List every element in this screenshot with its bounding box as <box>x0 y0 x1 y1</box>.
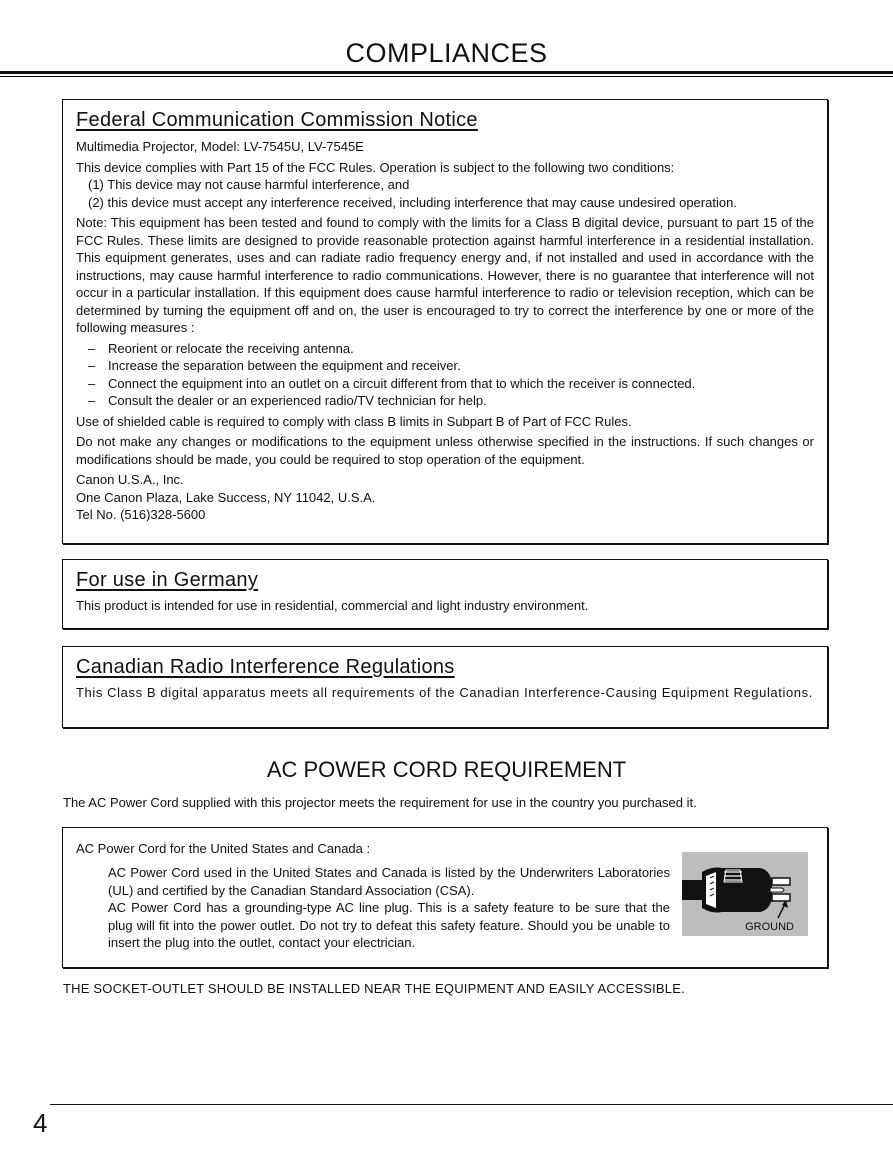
fcc-note: Note: This equipment has been tested and found to comply with the limits for a Class B digital device, pursuant to part 15 of the FCC Rules. These limits are designed to provide reasonable protection against harmful interference in a residential installation. This equipment generates, uses and can radiate radio frequency energy and, if not installed and used in accordance with the instructions, may cause harmful interference to radio communications. However, there is no guarantee that interference will not occur in a particular installation. If this equipment does cause harmful interference to radio or television reception, which can be determined by turning the equipment off and on, the user is encouraged to try to correct the interference by one or more of the following measures : <box>76 215 814 335</box>
fcc-condition-1: (1) This device may not cause harmful interference, and <box>88 177 410 192</box>
canada-text: This Class B digital apparatus meets all requirements of the Canadian Interference-Causing Equipment Regulations. <box>76 685 813 700</box>
ground-label: GROUND <box>745 921 794 933</box>
ac-section-intro: The AC Power Cord supplied with this projector meets the requirement for use in the country you purchased it. <box>63 795 697 810</box>
fcc-complies: This device complies with Part 15 of the FCC Rules. Operation is subject to the following two conditions: <box>76 159 675 175</box>
list-item: – Increase the separation between the equipment and receiver. <box>76 357 814 375</box>
fcc-model: Multimedia Projector, Model: LV-7545U, LV-7545E <box>76 139 364 154</box>
grounding-plug-icon <box>682 852 808 936</box>
fcc-heading: Federal Communication Commission Notice <box>76 109 478 131</box>
canada-box <box>62 646 828 728</box>
fcc-tel: Tel No. (516)328-5600 <box>76 507 206 522</box>
germany-heading: For use in Germany <box>76 569 259 591</box>
ac-cord-para-2: AC Power Cord has a grounding-type AC line plug. This is a safety feature to be sure that the plug will fit into the power outlet. Do not try to defeat this safety feature. Should you be unable to insert the plug into the outlet, contact your electrician. <box>108 900 670 950</box>
fcc-notice-box <box>62 99 828 544</box>
list-item: – Reorient or relocate the receiving antenna. <box>76 340 814 358</box>
footer-rule <box>50 1104 893 1105</box>
germany-text: This product is intended for use in residential, commercial and light industry environment. <box>76 598 589 613</box>
fcc-condition-2: (2) this device must accept any interference received, including interference that may cause undesired operation. <box>88 194 737 210</box>
list-item: – Consult the dealer or an experienced radio/TV technician for help. <box>76 392 814 410</box>
fcc-company: Canon U.S.A., Inc. <box>76 472 184 487</box>
ac-section-title: AC POWER CORD REQUIREMENT <box>266 757 627 782</box>
fcc-shielded-cable: Use of shielded cable is required to comply with class B limits in Subpart B of Part of FCC Rules. <box>76 413 632 429</box>
ac-cord-heading: AC Power Cord for the United States and Canada : <box>76 841 371 856</box>
ac-cord-para-1: AC Power Cord used in the United States and Canada is listed by the Underwriters Laboratories (UL) and certified by the Canadian Standard Association (CSA). <box>108 865 670 898</box>
title-rule-thin <box>0 76 893 77</box>
socket-outlet-note: THE SOCKET-OUTLET SHOULD BE INSTALLED NEAR THE EQUIPMENT AND EASILY ACCESSIBLE. <box>63 981 685 996</box>
page-number: 4 <box>33 1108 48 1138</box>
ac-cord-box <box>62 827 828 968</box>
title-rule-thick <box>0 71 893 74</box>
fcc-address: One Canon Plaza, Lake Success, NY 11042, U.S.A. <box>76 489 376 505</box>
list-item: – Connect the equipment into an outlet on a circuit different from that to which the receiver is connected. <box>76 375 814 393</box>
page-title: COMPLIANCES <box>345 38 548 68</box>
fcc-changes: Do not make any changes or modifications to the equipment unless otherwise specified in the instructions. If such changes or modifications should be made, you could be required to stop operation of the equipment. <box>76 434 814 467</box>
canada-heading: Canadian Radio Interference Regulations <box>76 656 455 678</box>
ac-cord-text <box>108 864 670 952</box>
fcc-measures-list <box>76 340 814 410</box>
germany-box <box>62 559 828 629</box>
